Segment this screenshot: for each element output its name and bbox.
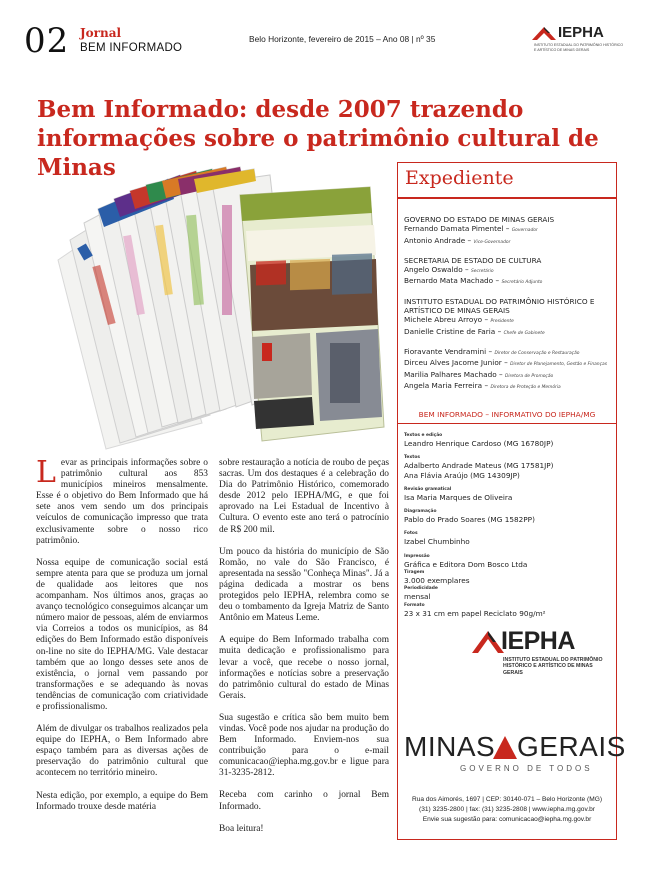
staff-role: Diretor de Conservação e Restauração [494,350,580,356]
staff-entry: Danielle Cristine de Faria – Chefe de Gabinete [404,326,545,336]
logo-subtitle: INSTITUTO ESTADUAL DO PATRIMÔNIO HISTÓRICO E ARTÍSTICO DE MINAS GERAIS [503,657,603,676]
credit-label: Impressão [404,553,430,559]
logo-subtitle: INSTITUTO ESTADUAL DO PATRIMÔNIO HISTÓRICO E ARTÍSTICO DE MINAS GERAIS [534,43,624,52]
drop-cap: L [36,455,56,490]
contact-info [398,795,616,824]
staff-role: Secretário Adjunto [501,280,543,286]
staff-role: Diretora de Proteção e Memória [490,384,561,390]
staff-role: Diretora de Promoção [505,373,554,379]
staff-name: Michele Abreu Arroyo [404,315,483,325]
article-column-left [36,455,208,824]
staff-name: Antonio Andrade [404,235,466,245]
article-paragraph: sobre restauração a notícia de roubo de peças sacras. Um dos destaques é a celebração do Dia do Patrimônio Histórico, comemorado desde 2012 pelo IEPHA/MG, e que foi aprovado na Lei Estadual de Incentivo à Cultura. O evento este ano terá o patrocínio de R$ 200 mil. [219,458,389,535]
credit-label: Periodicidade [404,586,438,592]
staff-entry: Bernardo Mata Machado – Secretário Adjunto [404,276,543,286]
staff-name: Fioravante Vendramini [404,346,487,356]
staff-entry: Angela Maria Ferreira – Diretora de Proteção e Memória [404,380,561,390]
staff-group [404,297,612,338]
staff-role: Vice-Governador [473,239,511,245]
article-column-middle [219,458,389,846]
group-heading: GOVERNO DO ESTADO DE MINAS GERAIS [404,215,555,224]
staff-group [404,256,612,288]
staff-entry: Angelo Oswaldo – Secretário [404,265,494,275]
credit-value: Gráfica e Editora Dom Bosco Ltda [404,559,528,569]
triangle-icon [492,735,518,761]
divider [398,423,616,424]
staff-entry: Marilia Palhares Machado – Diretora de Promoção [404,369,554,379]
staff-name: Angelo Oswaldo [404,265,463,275]
staff-group [404,347,612,392]
staff-name: Marilia Palhares Machado [404,369,497,379]
staff-name: Bernardo Mata Machado [404,276,494,286]
informativo-heading: BEM INFORMADO – INFORMATIVO DO IEPHA/MG [418,410,596,419]
section-label: Jornal [80,26,122,40]
newspaper-stack-image [40,165,390,450]
staff-list [404,215,612,401]
article-paragraph: A equipe do Bem Informado trabalha com muita dedicação e profissionalismo para levar a você, que recebe o nosso jornal, informações e notícias sobre a preservação do patrimônio cultural do estado de Minas Gerais. [219,635,389,701]
staff-entry: Antonio Andrade – Vice-Governador [404,235,511,245]
staff-entry: Dirceu Alves Jacome Junior – Diretor de Planejamento, Gestão e Finanças [404,358,607,368]
logo-name: IEPHA [501,627,575,655]
logo-name: IEPHA [558,24,604,41]
article-paragraph [36,455,208,547]
credit-label: Formato [404,602,425,608]
page-number: 02 [24,21,70,61]
edition-info: Belo Horizonte, fevereiro de 2015 – Ano 08 | nº 35 [249,34,436,44]
credit-value: Leandro Henrique Cardoso (MG 16780JP) [404,439,554,448]
staff-name: Angela Maria Ferreira [404,380,483,390]
credit-label: Textos [404,455,420,461]
contact-line: Envie sua sugestão para: comunicacao@iepha.mg.gov.br [422,815,592,823]
logo-tagline: GOVERNO DE TODOS [460,764,593,773]
credit-entry [404,531,612,546]
article-paragraph: Sua sugestão e crítica são bem muito bem vindas. Você pode nos ajudar na produção do Bem Informado. Enviem-nos sua contribuição para o e-mail comunicacao@iepha.mg.gov.br e ligue para 31-3235-2812. [219,712,389,779]
credit-entry [404,509,612,524]
staff-role: Diretor de Planejamento, Gestão e Finanças [510,362,607,368]
staff-role: Presidente [490,319,514,325]
staff-name: Dirceu Alves Jacome Junior [404,358,502,368]
iepha-roof-icon [471,627,505,655]
credit-label: Diagramação [404,509,437,515]
article-paragraph: Boa leitura! [219,823,264,834]
credit-entry [404,554,612,569]
divider [398,197,616,199]
credit-label: Tiragem [404,570,425,576]
article-paragraph: Receba com carinho o jornal Bem Informado. [219,790,389,812]
credit-label: Textos e edição [404,433,443,438]
expediente-box [397,162,626,840]
credit-entry [404,586,612,601]
article-paragraph: Além de divulgar os trabalhos realizados pela equipe do IEPHA, o Bem Informado abre espaço também para as diversas ações de preservação do patrimônio cultural que acontecem no território mineiro. [36,724,208,779]
credit-label: Fotos [404,531,418,537]
staff-role: Governador [511,228,538,234]
minas-gerais-logo [404,731,626,777]
credit-entry [404,433,612,448]
credit-value: Izabel Chumbinho [404,537,470,547]
credit-entry [404,603,612,618]
iepha-roof-icon [530,24,558,42]
expediente-title: Expediente [405,167,514,189]
staff-name: Fernando Damata Pimentel [404,224,504,234]
front-cover [240,187,384,441]
logo-word: MINAS [404,731,496,762]
credit-entry [404,570,612,585]
staff-entry: Fioravante Vendramini – Diretor de Conservação e Restauração [404,346,580,356]
contact-line: Rua dos Aimorés, 1697 | CEP: 30140-071 – Belo Horizonte (MG) [411,796,603,803]
iepha-logo [471,627,613,683]
staff-role: Secretário [470,269,494,275]
header-iepha-logo [530,24,622,58]
credit-value: Pablo do Prado Soares (MG 1582PP) [404,515,535,525]
article-paragraph: Um pouco da história do município de São Romão, no vale do São Francisco, é apresentada na sessão "Conheça Minas". Já a página dedicada a mostrar os bens protegidos pelo IEPHA, relembra como se deu o tombamento da Igreja Matriz de Santo Antônio em Mateus Leme. [219,546,389,624]
publication-title: BEM INFORMADO [80,42,183,54]
credit-value: mensal [404,592,431,602]
credit-entry [404,487,612,502]
staff-entry: Michele Abreu Arroyo – Presidente [404,315,514,325]
group-heading: INSTITUTO ESTADUAL DO PATRIMÔNIO HISTÓRICO E ARTÍSTICO DE MINAS GERAIS [404,296,595,316]
credit-value: Isa Maria Marques de Oliveira [404,492,513,502]
staff-entry: Fernando Damata Pimentel – Governador [404,224,538,234]
credit-entry [404,455,612,480]
staff-role: Chefe de Gabinete [503,330,545,336]
credit-value: 23 x 31 cm em papel Reciclato 90g/m² [404,608,546,618]
page-title: Bem Informado: desde 2007 trazendo informações sobre o patrimônio cultural de Minas [37,96,599,181]
credit-label: Revisão gramatical [404,486,452,492]
paragraph-text: evar as principais informações sobre o patrimônio cultural aos 853 municípios mineiros mensalmente. Esse é o objetivo do Bem Informado que há sete anos vem sendo um dos principais veículos de comunicação impresso que trata exclusivamente sobre o nosso rico patrimônio. [36,458,208,546]
staff-group [404,215,612,247]
credit-value: Adalberto Andrade Mateus (MG 17581JP) Ana Flávia Araújo (MG 14309JP) [404,461,554,480]
credits-list [404,433,612,625]
staff-name: Danielle Cristine de Faria [404,326,496,336]
article-paragraph: Nossa equipe de comunicação social está sempre atenta para que se produza um jornal de qualidade aos leitores que nos acompanham. Nos últimos anos, graças ao avanço tecnológico conseguimos alcançar um número maior de pessoas, além de enviarmos via Correios a todos os municípios, as 84 edições do Bem Informado estão disponíveis on-line no site do IEPHA/MG. Vale destacar também que ao longo desses sete anos de existência, o jornal vem passando por transformações e se adequando às novas tendências de comunicação com criatividade e profissionalismo. [36,557,208,712]
group-heading: SECRETARIA DE ESTADO DE CULTURA [404,255,542,265]
logo-word: GERAIS [517,731,626,762]
credit-value: 3.000 exemplares [404,576,470,586]
contact-line: (31) 3235-2800 | fax: (31) 3235-2808 | www.iepha.mg.gov.br [419,805,595,813]
article-paragraph: Nesta edição, por exemplo, a equipe do Bem Informado trouxe desde matéria [36,790,208,812]
